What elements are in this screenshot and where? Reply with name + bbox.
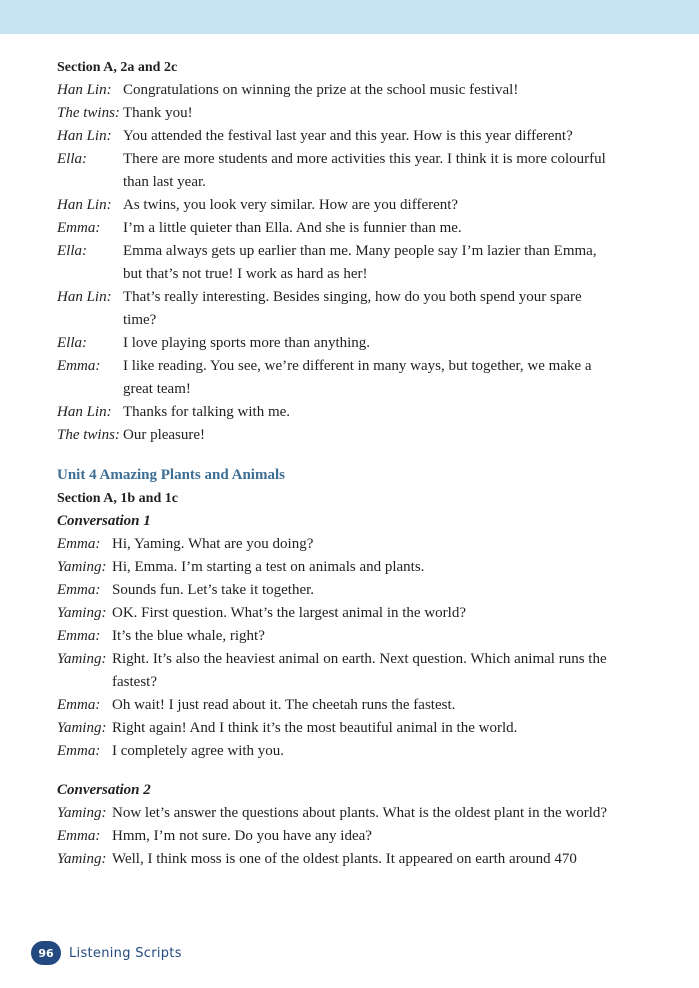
speaker-name: Yaming: [57,720,107,736]
dialogue-text: That’s really interesting. Besides singing, how do you both spend your spare time? [123,289,582,328]
speaker-name: Emma: [57,536,101,552]
dialogue-line [57,401,617,424]
speaker-name: Yaming: [57,651,107,667]
speaker-name: Ella: [57,243,87,259]
dialogue-line [57,332,617,355]
dialogue-text: Hmm, I’m not sure. Do you have any idea? [112,828,372,844]
section-title-2a-2c: Section A, 2a and 2c [57,60,178,75]
dialogue-text: You attended the festival last year and this year. How is this year different? [123,128,573,144]
dialogue-text: There are more students and more activities this year. I think it is more colourful than last year. [123,151,606,190]
dialogue-line [57,194,617,217]
speaker-name: Han Lin: [57,197,112,213]
speaker-name: Emma: [57,743,101,759]
dialogue-text: I like reading. You see, we’re different in many ways, but together, we make a great team! [123,358,592,397]
dialogue-text: Our pleasure! [123,427,206,443]
dialogue-line [57,802,617,825]
dialogue-text: Now let’s answer the questions about plants. What is the oldest plant in the world? [112,805,608,821]
speaker-name: The twins: [57,427,120,443]
dialogue-text: I completely agree with you. [112,743,285,759]
speaker-name: Han Lin: [57,404,112,420]
dialogue-text: Right. It’s also the heaviest animal on earth. Next question. Which animal runs the fastest? [112,651,607,690]
speaker-name: Emma: [57,828,101,844]
dialogue-line [57,694,617,717]
conversation-2-title: Conversation 2 [57,782,151,798]
dialogue-text: Hi, Yaming. What are you doing? [112,536,314,552]
dialogue-conversation-1 [57,533,617,763]
page-number-badge: 96 [31,941,61,965]
dialogue-text: Thanks for talking with me. [123,404,291,420]
unit4-title: Unit 4 Amazing Plants and Animals [57,467,285,483]
dialogue-line [57,286,617,332]
dialogue-line [57,717,617,740]
dialogue-line [57,740,617,763]
speaker-name: Yaming: [57,605,107,621]
speaker-name: Emma: [57,220,101,236]
dialogue-line [57,79,617,102]
dialogue-conversation-2 [57,802,617,871]
dialogue-text: Sounds fun. Let’s take it together. [112,582,315,598]
dialogue-unit3 [57,79,617,447]
dialogue-text: Hi, Emma. I’m starting a test on animals and plants. [112,559,425,575]
speaker-name: Emma: [57,582,101,598]
dialogue-line [57,240,617,286]
dialogue-line [57,848,617,871]
dialogue-line [57,625,617,648]
dialogue-line [57,556,617,579]
speaker-name: Yaming: [57,805,107,821]
speaker-name: The twins: [57,105,120,121]
listening-scripts-content [57,56,617,871]
speaker-name: Yaming: [57,851,107,867]
speaker-name: Han Lin: [57,82,112,98]
dialogue-line [57,424,617,447]
speaker-name: Ella: [57,335,87,351]
dialogue-text: I’m a little quieter than Ella. And she is funnier than me. [123,220,462,236]
dialogue-line [57,217,617,240]
dialogue-line [57,533,617,556]
dialogue-line [57,825,617,848]
top-color-band [0,0,699,34]
dialogue-line [57,148,617,194]
speaker-name: Han Lin: [57,289,112,305]
dialogue-text: Thank you! [123,105,193,121]
speaker-name: Ella: [57,151,87,167]
dialogue-text: Emma always gets up earlier than me. Many people say I’m lazier than Emma, but that’s not true! I work as hard as her! [123,243,597,282]
dialogue-text: It’s the blue whale, right? [112,628,265,644]
section-title-1b-1c: Section A, 1b and 1c [57,491,178,506]
speaker-name: Emma: [57,358,101,374]
conversation-1-title: Conversation 1 [57,513,151,529]
dialogue-line [57,102,617,125]
dialogue-line [57,355,617,401]
speaker-name: Emma: [57,697,101,713]
dialogue-text: OK. First question. What’s the largest animal in the world? [112,605,466,621]
speaker-name: Emma: [57,628,101,644]
dialogue-text: Congratulations on winning the prize at the school music festival! [123,82,519,98]
footer-label: Listening Scripts [69,945,182,961]
dialogue-line [57,579,617,602]
page-footer [31,941,182,965]
speaker-name: Han Lin: [57,128,112,144]
dialogue-text: Right again! And I think it’s the most beautiful animal in the world. [112,720,518,736]
speaker-name: Yaming: [57,559,107,575]
dialogue-text: Well, I think moss is one of the oldest plants. It appeared on earth around 470 [112,851,577,867]
dialogue-text: Oh wait! I just read about it. The cheetah runs the fastest. [112,697,456,713]
dialogue-text: As twins, you look very similar. How are you different? [123,197,459,213]
dialogue-text: I love playing sports more than anything. [123,335,371,351]
dialogue-line [57,125,617,148]
dialogue-line [57,602,617,625]
dialogue-line [57,648,617,694]
